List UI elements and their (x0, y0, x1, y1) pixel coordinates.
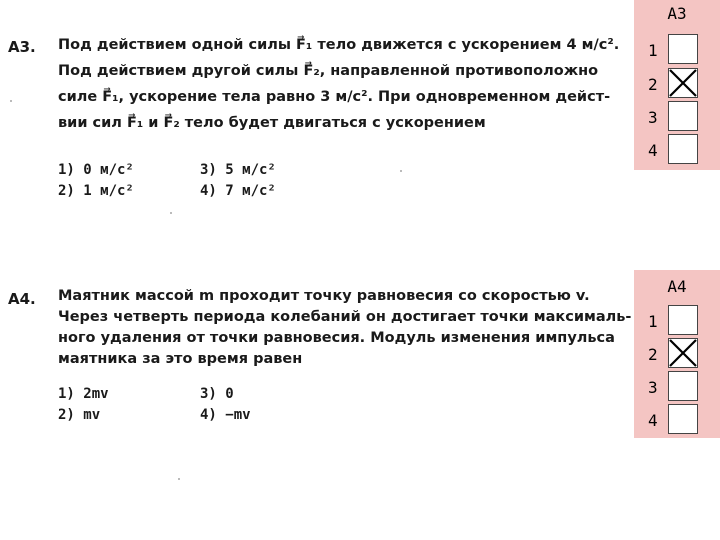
answer-panel-title: А4 (667, 277, 687, 296)
answer-panel-a4 (634, 270, 720, 438)
answer-option: 3) 5 м/с² (200, 162, 276, 178)
answer-row (634, 404, 720, 434)
question-line: Под действием другой силы F⃗₂, направленной противоположно (58, 63, 599, 79)
answer-options (58, 384, 358, 428)
question-a3 (8, 38, 623, 218)
answer-number: 4 (648, 411, 658, 430)
checkmark-cross-icon (669, 69, 697, 97)
question-line: Маятник массой m проходит точку равновесия со скоростью v. (58, 288, 590, 304)
answer-row (634, 134, 720, 164)
answer-option: 4) −mv (200, 407, 251, 423)
question-line: вии сил F⃗₁ и F⃗₂ тело будет двигаться с ускорением (58, 115, 486, 131)
answer-row (634, 101, 720, 131)
answer-option: 2) 1 м/с² (58, 183, 134, 199)
answer-number: 1 (648, 41, 658, 60)
answer-checkbox[interactable] (668, 101, 698, 131)
question-line: маятника за это время равен (58, 351, 303, 367)
answer-row (634, 305, 720, 335)
answer-option: 2) mv (58, 407, 101, 423)
question-line: ного удаления от точки равновесия. Модуль изменения импульса (58, 330, 615, 346)
answer-checkbox[interactable] (668, 338, 698, 368)
answer-number: 3 (648, 378, 658, 397)
answer-checkbox[interactable] (668, 404, 698, 434)
answer-row (634, 371, 720, 401)
answer-checkbox[interactable] (668, 34, 698, 64)
answer-options (58, 160, 358, 204)
question-line: силе F⃗₁, ускорение тела равно 3 м/с². При одновременном дейст- (58, 89, 611, 105)
answer-checkbox[interactable] (668, 371, 698, 401)
answer-checkbox[interactable] (668, 305, 698, 335)
question-line: Под действием одной силы F⃗₁ тело движется с ускорением 4 м/с². (58, 37, 620, 53)
answer-panel-title: А3 (667, 4, 687, 23)
question-a4 (8, 288, 632, 440)
question-label: А3. (8, 38, 36, 56)
answer-checkbox[interactable] (668, 134, 698, 164)
answer-option: 3) 0 (200, 386, 234, 402)
question-text (58, 286, 632, 370)
scan-speck (178, 478, 180, 480)
answer-row (634, 68, 720, 98)
answer-number: 2 (648, 75, 658, 94)
checkmark-cross-icon (669, 339, 697, 367)
answer-number: 4 (648, 141, 658, 160)
answer-option: 4) 7 м/с² (200, 183, 276, 199)
answer-number: 2 (648, 345, 658, 364)
scan-speck (170, 212, 172, 214)
answer-row (634, 34, 720, 64)
answer-option: 1) 0 м/с² (58, 162, 134, 178)
question-text (58, 32, 623, 136)
answer-option: 1) 2mv (58, 386, 109, 402)
question-line: Через четверть периода колебаний он достигает точки максималь- (58, 309, 632, 325)
answer-number: 1 (648, 312, 658, 331)
answer-row (634, 338, 720, 368)
scan-speck (400, 170, 402, 172)
question-label: А4. (8, 290, 36, 308)
answer-number: 3 (648, 108, 658, 127)
scan-speck (10, 100, 12, 102)
answer-panel-a3 (634, 0, 720, 170)
answer-checkbox[interactable] (668, 68, 698, 98)
